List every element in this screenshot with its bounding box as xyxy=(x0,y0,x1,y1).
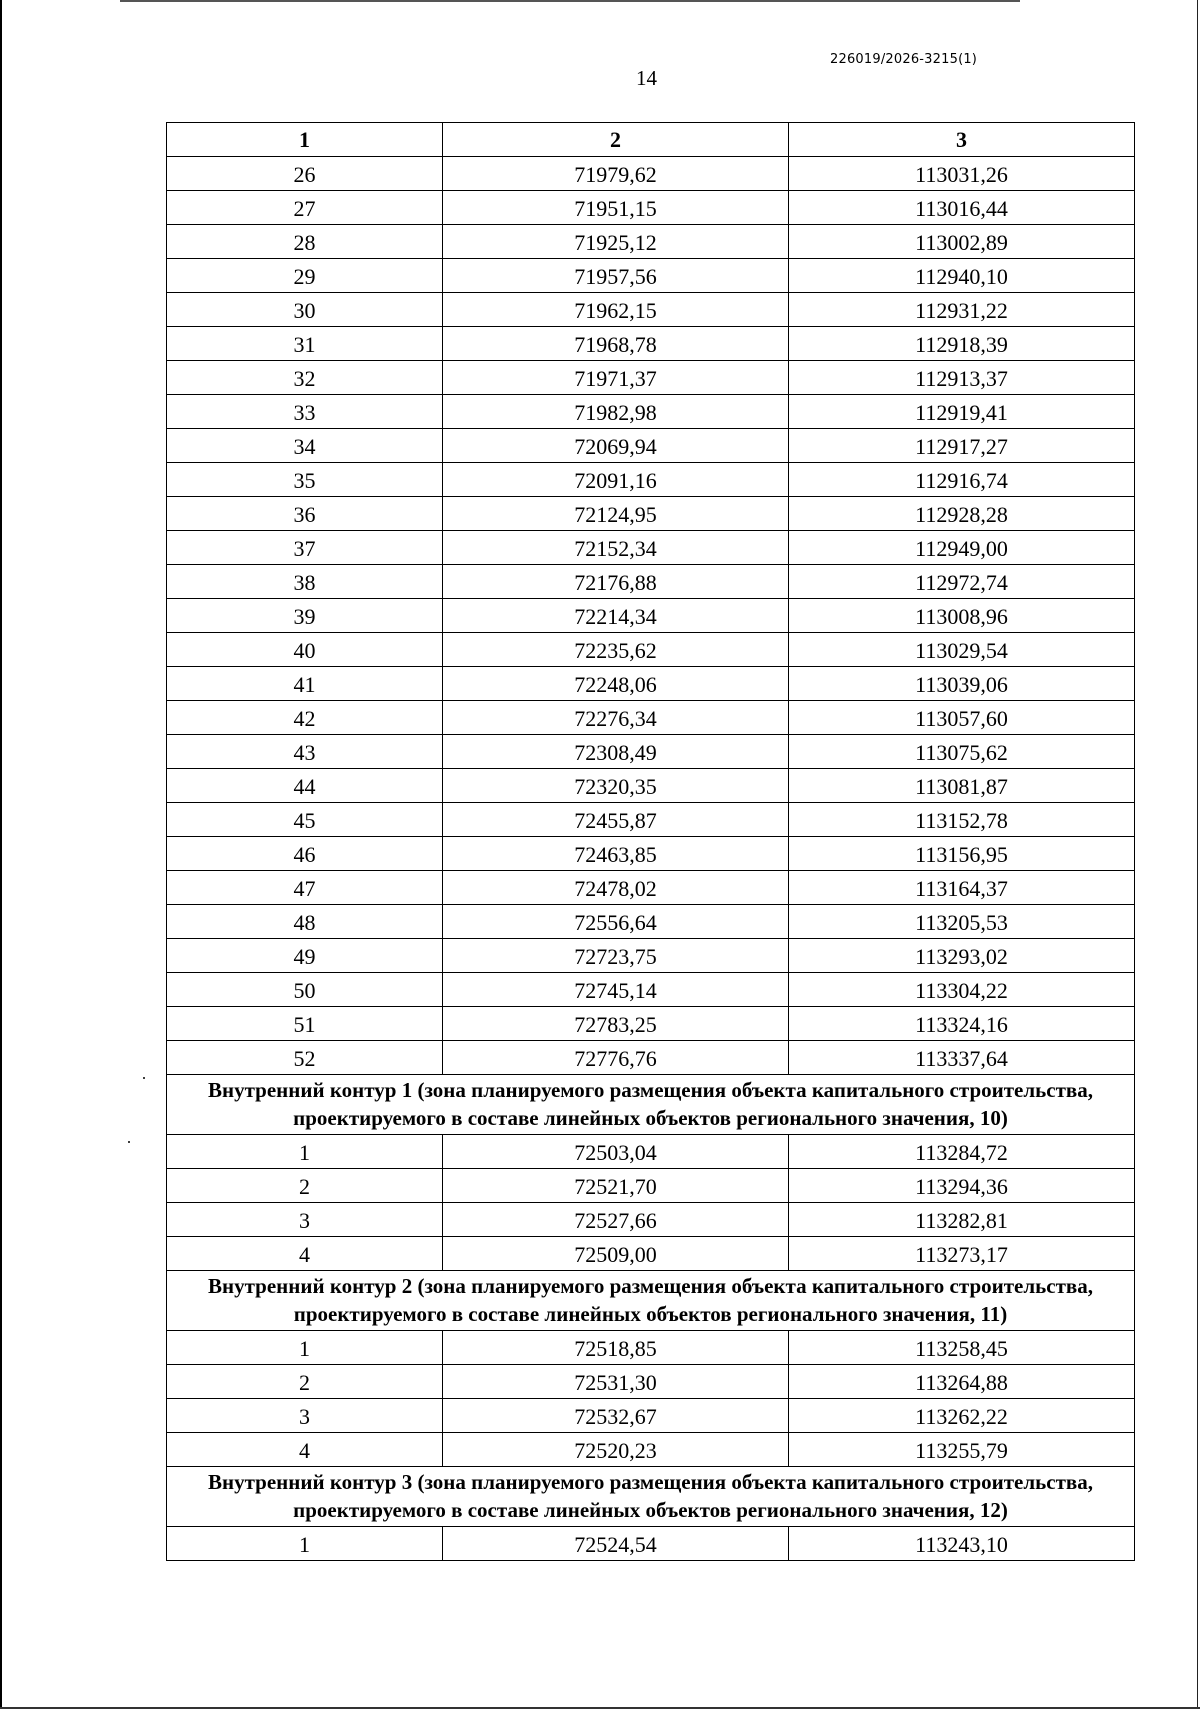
point-number-cell: 42 xyxy=(167,701,443,735)
scan-speck xyxy=(143,1077,145,1079)
point-number-cell: 4 xyxy=(167,1433,443,1467)
point-number-cell: 1 xyxy=(167,1331,443,1365)
x-coordinate-cell: 72320,35 xyxy=(443,769,789,803)
point-number-cell: 33 xyxy=(167,395,443,429)
x-coordinate-cell: 72503,04 xyxy=(443,1135,789,1169)
y-coordinate-cell: 113152,78 xyxy=(789,803,1135,837)
x-coordinate-cell: 72518,85 xyxy=(443,1331,789,1365)
scan-border-top xyxy=(120,0,1020,2)
table-row xyxy=(167,429,1135,463)
table-row xyxy=(167,599,1135,633)
point-number-cell: 3 xyxy=(167,1399,443,1433)
scan-border-right xyxy=(1197,0,1198,1709)
point-number-cell: 1 xyxy=(167,1527,443,1561)
column-header-point-number: 1 xyxy=(167,123,443,157)
x-coordinate-cell: 72521,70 xyxy=(443,1169,789,1203)
table-body xyxy=(167,157,1135,1561)
y-coordinate-cell: 113304,22 xyxy=(789,973,1135,1007)
x-coordinate-cell: 72069,94 xyxy=(443,429,789,463)
y-coordinate-cell: 113016,44 xyxy=(789,191,1135,225)
column-header-y: 3 xyxy=(789,123,1135,157)
table-row xyxy=(167,701,1135,735)
x-coordinate-cell: 72463,85 xyxy=(443,837,789,871)
x-coordinate-cell: 71957,56 xyxy=(443,259,789,293)
table-row xyxy=(167,667,1135,701)
point-number-cell: 41 xyxy=(167,667,443,701)
contour-section-title: Внутренний контур 3 (зона планируемого размещения объекта капитального строительства, проектируемого в составе линейных объектов регионального значения, 12) xyxy=(167,1467,1135,1527)
x-coordinate-cell: 72532,67 xyxy=(443,1399,789,1433)
y-coordinate-cell: 113293,02 xyxy=(789,939,1135,973)
x-coordinate-cell: 72783,25 xyxy=(443,1007,789,1041)
point-number-cell: 34 xyxy=(167,429,443,463)
x-coordinate-cell: 72248,06 xyxy=(443,667,789,701)
point-number-cell: 3 xyxy=(167,1203,443,1237)
table-row xyxy=(167,463,1135,497)
y-coordinate-cell: 112916,74 xyxy=(789,463,1135,497)
table-row xyxy=(167,1169,1135,1203)
y-coordinate-cell: 113008,96 xyxy=(789,599,1135,633)
point-number-cell: 44 xyxy=(167,769,443,803)
x-coordinate-cell: 72276,34 xyxy=(443,701,789,735)
x-coordinate-cell: 72478,02 xyxy=(443,871,789,905)
x-coordinate-cell: 72176,88 xyxy=(443,565,789,599)
y-coordinate-cell: 112931,22 xyxy=(789,293,1135,327)
table-row xyxy=(167,769,1135,803)
y-coordinate-cell: 113029,54 xyxy=(789,633,1135,667)
table-row xyxy=(167,803,1135,837)
x-coordinate-cell: 71962,15 xyxy=(443,293,789,327)
table-row xyxy=(167,293,1135,327)
x-coordinate-cell: 72776,76 xyxy=(443,1041,789,1075)
table-row xyxy=(167,1527,1135,1561)
contour-section-row xyxy=(167,1075,1135,1135)
y-coordinate-cell: 112949,00 xyxy=(789,531,1135,565)
x-coordinate-cell: 72091,16 xyxy=(443,463,789,497)
table-row xyxy=(167,905,1135,939)
point-number-cell: 2 xyxy=(167,1169,443,1203)
scan-border-left xyxy=(0,0,2,1709)
document-registration-code: 226019/2026-3215(1) xyxy=(830,52,978,67)
coordinates-table xyxy=(166,122,1135,1561)
x-coordinate-cell: 72520,23 xyxy=(443,1433,789,1467)
x-coordinate-cell: 72152,34 xyxy=(443,531,789,565)
y-coordinate-cell: 113273,17 xyxy=(789,1237,1135,1271)
table-row xyxy=(167,497,1135,531)
y-coordinate-cell: 113031,26 xyxy=(789,157,1135,191)
y-coordinate-cell: 113243,10 xyxy=(789,1527,1135,1561)
table-header-row xyxy=(167,123,1135,157)
x-coordinate-cell: 71971,37 xyxy=(443,361,789,395)
table-row xyxy=(167,1433,1135,1467)
y-coordinate-cell: 112919,41 xyxy=(789,395,1135,429)
y-coordinate-cell: 112940,10 xyxy=(789,259,1135,293)
x-coordinate-cell: 71951,15 xyxy=(443,191,789,225)
point-number-cell: 48 xyxy=(167,905,443,939)
scan-speck xyxy=(128,1141,130,1143)
y-coordinate-cell: 112918,39 xyxy=(789,327,1135,361)
contour-section-row xyxy=(167,1271,1135,1331)
table-row xyxy=(167,1135,1135,1169)
point-number-cell: 51 xyxy=(167,1007,443,1041)
table-row xyxy=(167,1331,1135,1365)
point-number-cell: 38 xyxy=(167,565,443,599)
contour-section-title: Внутренний контур 1 (зона планируемого размещения объекта капитального строительства, проектируемого в составе линейных объектов регионального значения, 10) xyxy=(167,1075,1135,1135)
x-coordinate-cell: 72214,34 xyxy=(443,599,789,633)
y-coordinate-cell: 113264,88 xyxy=(789,1365,1135,1399)
x-coordinate-cell: 71982,98 xyxy=(443,395,789,429)
point-number-cell: 29 xyxy=(167,259,443,293)
point-number-cell: 52 xyxy=(167,1041,443,1075)
contour-section-row xyxy=(167,1467,1135,1527)
y-coordinate-cell: 113002,89 xyxy=(789,225,1135,259)
y-coordinate-cell: 113255,79 xyxy=(789,1433,1135,1467)
point-number-cell: 2 xyxy=(167,1365,443,1399)
x-coordinate-cell: 72235,62 xyxy=(443,633,789,667)
point-number-cell: 27 xyxy=(167,191,443,225)
x-coordinate-cell: 72531,30 xyxy=(443,1365,789,1399)
table-row xyxy=(167,1203,1135,1237)
table-row xyxy=(167,259,1135,293)
table-row xyxy=(167,837,1135,871)
y-coordinate-cell: 112928,28 xyxy=(789,497,1135,531)
table-row xyxy=(167,939,1135,973)
y-coordinate-cell: 112917,27 xyxy=(789,429,1135,463)
table-row xyxy=(167,1041,1135,1075)
y-coordinate-cell: 113205,53 xyxy=(789,905,1135,939)
x-coordinate-cell: 72556,64 xyxy=(443,905,789,939)
y-coordinate-cell: 113337,64 xyxy=(789,1041,1135,1075)
table-row xyxy=(167,395,1135,429)
point-number-cell: 37 xyxy=(167,531,443,565)
page-number: 14 xyxy=(636,66,657,90)
contour-section-title: Внутренний контур 2 (зона планируемого размещения объекта капитального строительства, проектируемого в составе линейных объектов регионального значения, 11) xyxy=(167,1271,1135,1331)
point-number-cell: 31 xyxy=(167,327,443,361)
x-coordinate-cell: 72308,49 xyxy=(443,735,789,769)
x-coordinate-cell: 71979,62 xyxy=(443,157,789,191)
y-coordinate-cell: 113258,45 xyxy=(789,1331,1135,1365)
y-coordinate-cell: 113081,87 xyxy=(789,769,1135,803)
point-number-cell: 49 xyxy=(167,939,443,973)
table-row xyxy=(167,327,1135,361)
point-number-cell: 46 xyxy=(167,837,443,871)
point-number-cell: 36 xyxy=(167,497,443,531)
table-row xyxy=(167,531,1135,565)
y-coordinate-cell: 112972,74 xyxy=(789,565,1135,599)
table-row xyxy=(167,1365,1135,1399)
point-number-cell: 40 xyxy=(167,633,443,667)
point-number-cell: 30 xyxy=(167,293,443,327)
point-number-cell: 50 xyxy=(167,973,443,1007)
y-coordinate-cell: 113164,37 xyxy=(789,871,1135,905)
table-row xyxy=(167,735,1135,769)
x-coordinate-cell: 72455,87 xyxy=(443,803,789,837)
x-coordinate-cell: 72509,00 xyxy=(443,1237,789,1271)
table-row xyxy=(167,1007,1135,1041)
column-header-x: 2 xyxy=(443,123,789,157)
table-row xyxy=(167,1399,1135,1433)
y-coordinate-cell: 113284,72 xyxy=(789,1135,1135,1169)
point-number-cell: 45 xyxy=(167,803,443,837)
y-coordinate-cell: 113262,22 xyxy=(789,1399,1135,1433)
y-coordinate-cell: 113156,95 xyxy=(789,837,1135,871)
x-coordinate-cell: 72527,66 xyxy=(443,1203,789,1237)
x-coordinate-cell: 72745,14 xyxy=(443,973,789,1007)
table-row xyxy=(167,191,1135,225)
x-coordinate-cell: 71968,78 xyxy=(443,327,789,361)
x-coordinate-cell: 72524,54 xyxy=(443,1527,789,1561)
x-coordinate-cell: 71925,12 xyxy=(443,225,789,259)
table-row xyxy=(167,225,1135,259)
table-row xyxy=(167,1237,1135,1271)
point-number-cell: 28 xyxy=(167,225,443,259)
table-row xyxy=(167,973,1135,1007)
point-number-cell: 1 xyxy=(167,1135,443,1169)
table-row xyxy=(167,871,1135,905)
table-row xyxy=(167,565,1135,599)
y-coordinate-cell: 113039,06 xyxy=(789,667,1135,701)
y-coordinate-cell: 112913,37 xyxy=(789,361,1135,395)
y-coordinate-cell: 113057,60 xyxy=(789,701,1135,735)
point-number-cell: 26 xyxy=(167,157,443,191)
table-row xyxy=(167,157,1135,191)
point-number-cell: 35 xyxy=(167,463,443,497)
x-coordinate-cell: 72723,75 xyxy=(443,939,789,973)
point-number-cell: 39 xyxy=(167,599,443,633)
y-coordinate-cell: 113075,62 xyxy=(789,735,1135,769)
point-number-cell: 47 xyxy=(167,871,443,905)
x-coordinate-cell: 72124,95 xyxy=(443,497,789,531)
point-number-cell: 32 xyxy=(167,361,443,395)
table-row xyxy=(167,633,1135,667)
y-coordinate-cell: 113324,16 xyxy=(789,1007,1135,1041)
point-number-cell: 43 xyxy=(167,735,443,769)
y-coordinate-cell: 113294,36 xyxy=(789,1169,1135,1203)
table-row xyxy=(167,361,1135,395)
y-coordinate-cell: 113282,81 xyxy=(789,1203,1135,1237)
point-number-cell: 4 xyxy=(167,1237,443,1271)
